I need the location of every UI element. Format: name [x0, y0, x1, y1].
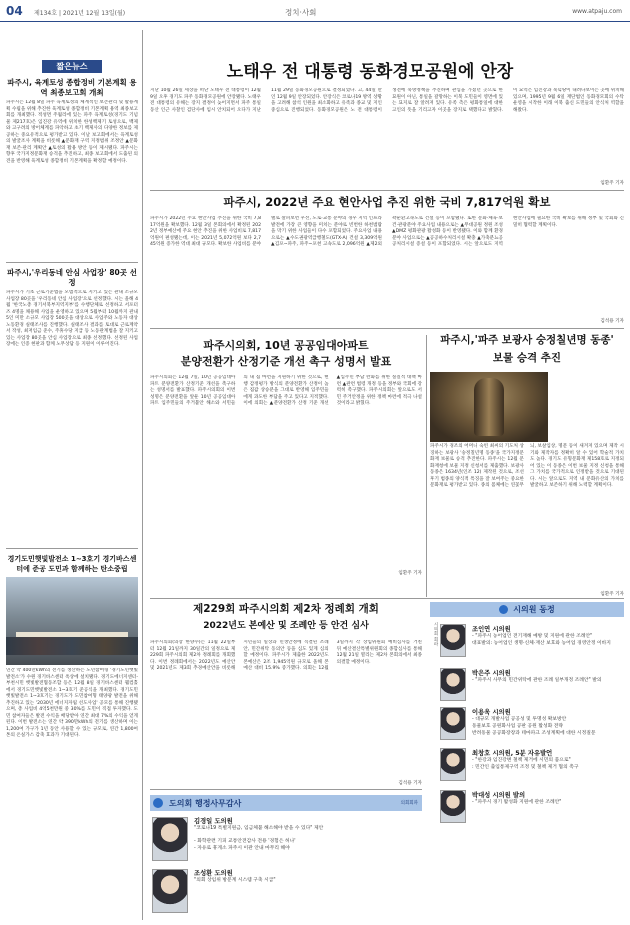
member-photo [152, 869, 188, 913]
member-photo [152, 817, 188, 861]
member-name: 최창호 시의원, 5분 자유발언 [472, 750, 553, 757]
article-4-headline-2: 보물 승격 추진 [492, 352, 562, 364]
member-item: - "파주시 경기 활성화 지원에 관한 조례안" [472, 800, 562, 805]
sidebar-news-3-body: 연간 약 400만kWh의 전기를 생산하는 도민참여형 '경기도민햇빛발전소'가 수원 경기바스센터 옥상에 설치됐다. 경기도에너지센터-부천시민 햇빛발전협동조합 등은 12월 8일 경기바스센터 웰컴홀에서 경기도민햇빛발전소 1~3호기 준공식을 개최했다. 경기도민햇빛발전소 1~3호기는 경기도가 도민참여형 태양광 발전을 위해 추진하고 있는 '2030년 에너지자립 선도사업' 공모를 통해 진행됐으며, 총 사업비 4억5천만원 중 30%를 도민이 직접 투자했다. 도민 참여자들은 발전 수익을 배당받아 연간 최대 7%의 수익을 얻게 된다. 이번 발전소는 연간 약 390만kWh의 전기를 생산하며 이는 1,200여 가구가 1년 동안 사용할 수 있는 규모로, 연간 1,800여 톤의 온실가스 감축 효과가 기대된다. [6, 668, 138, 738]
council-box [430, 600, 624, 920]
activities-side-label: 의회회파 [400, 801, 418, 806]
divider [150, 598, 624, 599]
sidebar-news-3-photo [6, 577, 138, 665]
sidebar-news-1-body: 파주시는 12월 8일 파주 육계토성의 체계적인 보존관리 및 활용계획 수립을 위해 추진한 육계토성 종합정비 기본계획 용역 최종보고회를 개최했다. 적성면 주월리에 있는 파주 육계토성(경기도 기념물 제217호)은 임진강 유역에 위치한 한성백제기 토성으로, 백제와 고구려의 방어체계를 파악하고 초기 백제사의 다양한 정보를 제공하는 중요유적으로 평가받고 있다. 이날 보고회에서는 육계토성의 발굴조사 계획을 비롯해 ▲문화재 구역 지정범위 조정안 ▲문화재 보존·관리 계획안 ▲토성의 활용 방안 등이 제시됐다. 파주시는 향후 국가지정문화재 승격을 추진하고, 최종 보고회에서 도출된 의견을 반영해 육계토성 종합정비 기본계획을 확정할 예정이다. [6, 100, 138, 164]
article-2-body: 파주시가 2022년 주요 현안사업 추진을 위한 국비 7,817억원을 확보했다. 12월 3일 본회의에서 확정된 2022년 정부예산에 주요 현안 추진을 위한 사업비로 7,817억원이 편성됐는데, 이는 2021년 5,072억원 보다 2,745억원 증가한 역대 최대 규모다. 확보한 사업비를 분야별로 살펴보면 우선, 도로·교통 분야의 경우 지역 인프라 발전에 가장 큰 영향을 미치는 분야로 빈번한 하천범람을 막기 위한 사업들이 다수 포함되었다. 주요사업 내용으로는 ▲수도권광역급행철도(GTX-A) 건설 3,309억원 ▲김포~파주, 파주~포천 고속도로 2,096억원 ▲제2외곽순환고속도로 건설 등이 포함됐다. 또한 문화·체육·보건·관광분야 주요사업 내용으로는 ▲무대공원 정원 조성 ▲DMZ 평화관광 활성화 등이 반영됐다. 이와 함께 환경 분야 사업으로는 ▲공공하수처리시설 확충 ▲가축분뇨공공처리시설 증설 등이 포함되었다. 시는 앞으로도 지역 현안사업에 필요한 국비 확보를 위해 정부 및 국회와 긴밀히 협력할 계획이다. [150, 216, 624, 247]
article-4-body: 파주시가 경조의 어머니 숙빈 최씨의 기도처 상징하는 보광사 '숭정칠년명 동종'을 국가지정문화재 보물로 승격 추진한다. 파주시는 12월 문화재청에 보물 지정 신청서를 제출했다. 보광사 동종은 1634년(인조 12) 제작된 것으로, 조선 후기 범종의 양식적 특징을 잘 보여주는 중요한 문화재로 평가받고 있다. 종의 몸체에는 연꽃무늬, 보살입상, 명문 등이 새겨져 있으며 제작 시기와 제작자를 정확히 알 수 있어 학술적 가치도 높다. 경기도 유형문화재 제158호로 지정되어 있는 이 동종은 이번 보물 지정 신청을 통해 그 가치를 국가적으로 인정받을 것으로 기대된다. 시는 앞으로도 지역 내 문화유산의 가치를 발굴하고 보존하기 위해 노력할 계획이다. [430, 444, 624, 488]
member-photo [440, 707, 466, 740]
divider [6, 548, 138, 549]
sidebar-news-2 [6, 268, 138, 545]
section-title: 정치·사회 [285, 8, 317, 17]
activities-box [150, 795, 422, 920]
sidebar-news-3 [6, 555, 138, 884]
sidebar-news-2-body: 파주시가 기초 근로기준법을 모범적으로 지키고 있는 관내 소규모 사업장 80곳을 '우리동네 안심 사업장'으로 선정했다. 시는 올해 4월 '한국노총 경기서북부지역지부'를 수행단체로 선정하고 서포터즈 4명을 채용해 사업을 운영하고 있으며 5월부터 10월까지 관내 5인 미만 소규모 사업장 500곳을 대상으로 사업주와 노동자 대상 노동환경 실태조사를 진행했다. 실태조사 결과를 토대로 근로계약서 작성, 최저임금 준수, 주휴수당 지급 등 노동관계법을 잘 지키고 있는 사업장 80곳을 안심 사업장으로 최종 선정했다. 선정된 사업장에는 인증 현판과 함께 노무상담 등 지원이 이루어진다. [6, 290, 138, 347]
article-1-body: 지난 10월 26일 세상을 떠난 노태우 전 대통령이 12월 9일 오후 경기도 파주 동화경모공원에 안장됐다. 노태우 전 대통령의 유해는 장지 결정이 늦어지면서 파주 통일동산 인근 사찰인 검단사에 임시 안치되어 오다가 지난 11월 29일 동화경모공원으로 결정되었다. 고, 44일 만인 12월 9일 안장되었다. 안장식은 코로나19 방역 상황을 고려해 참석 인원을 최소화하고 유족과 종교 및 지인 중심으로 진행되었다. 동화경모공원은 노 전 대통령이 생전에 북방정책을 추진하며 관심을 가졌던 곳으로 한 묘원이 아닌, 통일을 갈망하는 이북 도민들이 영면에 있는 묘지로 잘 알려져 있다. 유족 측은 평화통일에 대한 고인의 뜻을 기리고자 이곳을 장지로 택했다고 밝혔다. 이 묘역은 임진강과 북녘땅이 내려다보이는 곳에 위치해 있으며, 1995년 9월 6일 재단법인 동화경모회의 수탁 운영을 시작한 이래 이북 출신 도민들의 안식처 역할을 해왔다. [150, 88, 624, 113]
council-header-bar [430, 602, 624, 617]
sidebar-news-2-title: 파주시,'우리동네 안심 사업장' 80곳 선정 [7, 268, 137, 287]
sidebar-news-1 [6, 78, 138, 270]
member-name: 조인연 시의원 [472, 626, 511, 633]
divider [150, 328, 624, 329]
council-side-label: 시의회 회파 [433, 622, 438, 646]
council-header: 시의원 동정 [513, 605, 555, 614]
issue-info: 제134호 | 2021년 12월 13일(월) [34, 10, 126, 17]
article-2-byline: 김석용 기자 [600, 319, 624, 324]
emblem-icon [153, 798, 163, 808]
member-name: 박은주 시의원 [472, 670, 511, 677]
sidebar-divider-vertical [142, 30, 143, 920]
member-name: 조성환 도의원 [194, 870, 233, 877]
member-name: 이용욱 시의원 [472, 709, 511, 716]
member-photo [440, 668, 466, 701]
article-1-photo [592, 30, 624, 90]
article-3-body: 파주시의회는 12월 7일, 10년 공공임대아파트 분양전환가 산정기준 개선을 촉구하는 성명서를 발표했다. 파주시의회의 이번 성명은 분양전환을 앞둔 10년 공공임대아파트 입주민들의 주거불안 해소와 서민들의 내 집 마련을 지원하기 위한 것으로, 현행 감정평가 방식의 분양전환가 산정이 높은 집값 상승분을 그대로 반영해 입주민들에게 과도한 부담을 주고 있다고 지적했다. 이에 의회는 ▲분양전환가 산정 기준 개선 ▲입주민 부담 완화를 위한 실질적 대책 마련 ▲관련 법령 개정 등을 정부와 국회에 강력히 촉구했다. 파주시의회는 앞으로도 서민 주거안정을 위한 정책 마련에 적극 나설 것이라고 밝혔다. [150, 375, 422, 406]
member-name: 박대성 시의원 발의 [472, 792, 526, 799]
member-name: 김경일 도의원 [194, 818, 233, 825]
activities-header-bar [150, 795, 422, 811]
article-5-subheadline: 2022년도 본예산 및 조례안 등 안건 심사 [203, 621, 369, 631]
divider [426, 335, 427, 597]
divider [150, 190, 624, 191]
member-photo [440, 790, 466, 823]
article-5-byline: 김석용 기자 [398, 781, 422, 786]
article-5-headline: 제229회 파주시의회 제2차 정례회 개회 [193, 603, 379, 615]
member-photo [440, 624, 466, 657]
member-item: - "한강과 임진강변 철책 제거에 시민의 품으로" [472, 758, 571, 763]
sidebar-news-3-title: 경기도민햇빛발전소 1~3호기 경기바스센터에 준공 도민과 함께하는 탄소중립 [7, 555, 137, 573]
member-item: 대표발의: 농어업인 생명·신체·재산 보호와 농어업 경영안정 이바지 [472, 641, 611, 646]
sidebar-news-1-title: 파주시, 육계토성 종합정비 기본계획 용역 최종보고회 개최 [7, 78, 137, 97]
member-item: : 민간인 출입통제구역 조정 및 철책 제거 협의 촉구 [472, 765, 579, 770]
site-url: www.atpaju.com [572, 8, 622, 15]
member-item: - 자유로 휴게소 파주시 이관 안내 마무리 해야 [194, 846, 290, 851]
member-item: "코로나19 특별지원금, 임금체불 해소해야 받을 수 있다" 제안 [194, 826, 324, 831]
article-5-body: 파주시의회(의장 한양수)는 11월 22일부터 12월 21일까지 30일간의 일정으로 제229회 파주시의회 제2차 정례회를 개회했다. 이번 정례회에서는 2022년도 예산안 및 2021년도 제3회 추경예산안을 비롯해 시민들의 일상과 민생안정에 직결된 조례안, 민간위탁 동의안 등을 심도 있게 심의할 예정이다. 파주시가 제출한 2022년도 본예산은 2조 1,945억원 규모로 올해 본예산 대비 15.9% 증가했다. 의회는 12월 3일까지 각 상임위원회 예비심사를 거친 뒤 예산결산특별위원회의 종합심사를 통해 12월 21일 열리는 제2차 본회의에서 최종 의결할 예정이다. [150, 640, 422, 671]
article-3-headline-2: 분양전환가 산정기준 개선 촉구 성명서 발표 [180, 355, 392, 368]
member-item: - "파주시 농어업인 전기재해 예방 및 지원에 관한 조례안" [472, 634, 593, 639]
article-3-headline-1: 파주시의회, 10년 공공임대아파트 [203, 339, 369, 352]
article-4-headline-1: 파주시,'파주 보광사 숭정칠년명 동종' [440, 334, 614, 346]
member-item: - 화학관련 기피 교통안전감사 전용 '경험은 허나' [194, 839, 296, 844]
activities-header: 도의회 행정사무감사 [169, 798, 242, 808]
article-2-headline: 파주시, 2022년 주요 현안사업 추진 위한 국비 7,817억원 확보 [223, 195, 551, 209]
article-1-headline: 노태우 전 대통령 동화경모공원에 안장 [226, 62, 514, 82]
article-4-byline: 임환주 기자 [600, 592, 624, 597]
page-number: 04 [6, 4, 23, 18]
divider [6, 262, 138, 263]
article-3-byline: 임환주 기자 [398, 571, 422, 576]
page-header [0, 0, 630, 22]
article-1-byline: 임환주 기자 [600, 181, 624, 186]
member-item: - "파주시 사무의 민간위탁에 관한 조례 일부개정 조례안" 발의 [472, 678, 602, 683]
sidebar-header: 짧은뉴스 [42, 60, 102, 73]
member-item: "의회 상임위 방문계 시스템 구축 시급" [194, 878, 276, 883]
member-item: 동물보호 공원화사업 공판 공원 활성화 전략 [472, 724, 564, 729]
member-photo [440, 748, 466, 781]
divider [150, 789, 422, 790]
emblem-icon [499, 605, 508, 614]
member-item: - 대규모 개발사업 공공성 및 투명성 확보방안 [472, 717, 567, 722]
member-item: 반려동물 공공화장장과 테마파크 조성계획에 대한 시정질문 [472, 731, 596, 736]
